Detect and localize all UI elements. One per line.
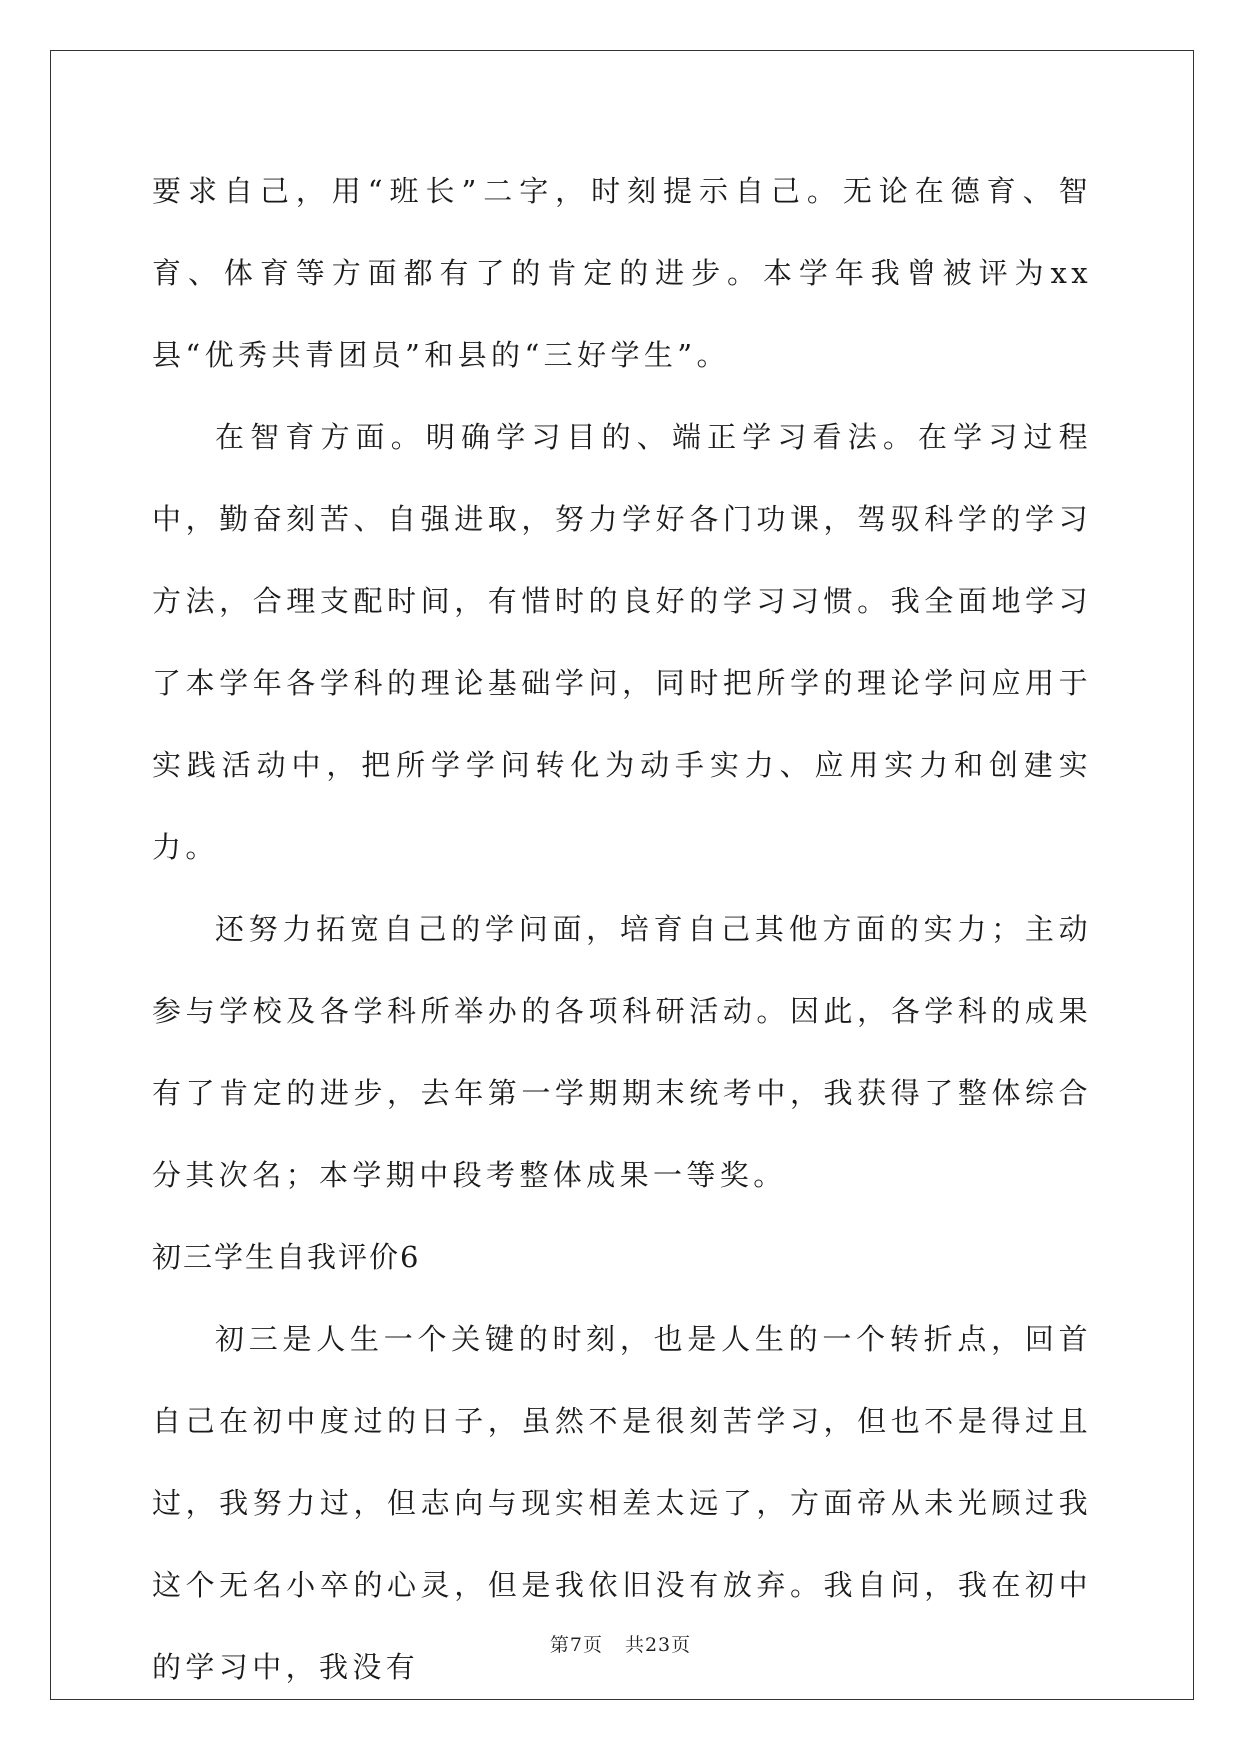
paragraph-4: 初三是人生一个关键的时刻，也是人生的一个转折点，回首自己在初中度过的日子，虽然不是很刻苦学习，但也不是得过且过，我努力过，但志向与现实相差太远了，方面帝从未光顾过我这个无名小卒的心灵，但是我依旧没有放弃。我自问，我在初中的学习中，我没有	[152, 1322, 1092, 1684]
page-footer	[0, 1630, 1241, 1657]
section-title: 初三学生自我评价6	[152, 1240, 421, 1274]
paragraph-2: 在智育方面。明确学习目的、端正学习看法。在学习过程中，勤奋刻苦、自强进取，努力学好各门功课，驾驭科学的学习方法，合理支配时间，有惜时的良好的学习习惯。我全面地学习了本学年各学科的理论基础学问，同时把所学的理论学问应用于实践活动中，把所学学问转化为动手实力、应用实力和创建实力。	[152, 420, 1092, 864]
paragraph-1: 要求自己，用“班长”二字，时刻提示自己。无论在德育、智育、体育等方面都有了的肯定的进步。本学年我曾被评为xx县“优秀共青团员”和县的“三好学生”。	[152, 174, 1092, 372]
page-number: 第7页	[549, 1634, 603, 1656]
page-total: 共23页	[624, 1634, 692, 1656]
paragraph-3: 还努力拓宽自己的学问面，培育自己其他方面的实力；主动参与学校及各学科所举办的各项科研活动。因此，各学科的成果有了肯定的进步，去年第一学期期末统考中，我获得了整体综合分其次名；本学期中段考整体成果一等奖。	[152, 912, 1092, 1192]
document-body	[152, 150, 1092, 1708]
